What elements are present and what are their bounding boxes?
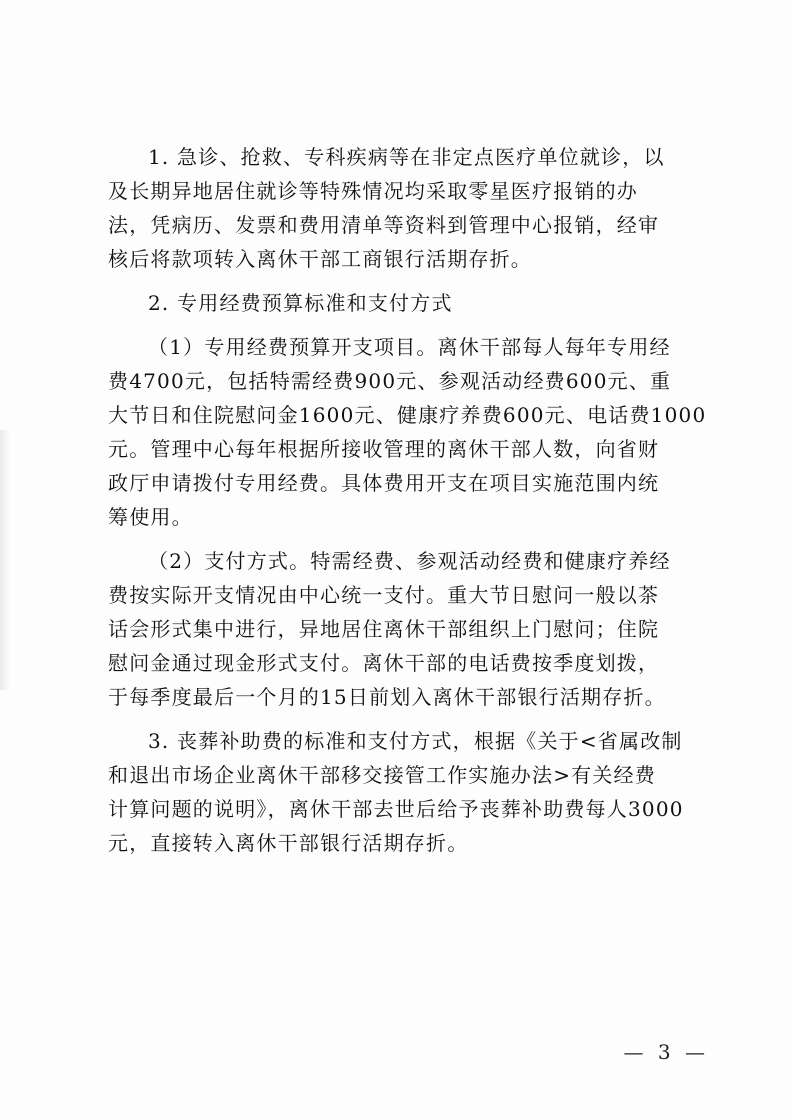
paragraph-line: 元，直接转入离休干部银行活期存折。	[108, 831, 469, 855]
paragraph-line: 法，凭病历、发票和费用清单等资料到管理中心报销，经审	[108, 213, 660, 237]
paragraph-line: 费按实际开支情况由中心统一支付。重大节日慰问一般以茶	[108, 583, 660, 607]
paragraph-line: 核后将款项转入离休干部工商银行活期存折。	[108, 247, 532, 271]
section-2-heading	[108, 286, 708, 320]
paragraph-line: 元。管理中心每年根据所接收管理的离休干部人数，向省财	[108, 437, 660, 461]
paragraph-line: 费4700元，包括特需经费900元、参观活动经费600元、重	[108, 369, 672, 393]
paragraph-line: 政厅申请拨付专用经费。具体费用开支在项目实施范围内统	[108, 471, 660, 495]
paragraph-line: 和退出市场企业离休干部移交接管工作实施办法>有关经费	[108, 763, 656, 787]
paragraph-line: 慰问金通过现金形式支付。离休干部的电话费按季度划拨，	[108, 651, 660, 675]
paragraph-1-emergency-reimbursement	[108, 140, 708, 276]
paragraph-line: 计算问题的说明》，离休干部去世后给予丧葬补助费每人3000	[108, 797, 684, 821]
paragraph-2-1-budget-items	[108, 330, 708, 534]
section-heading: 2. 专用经费预算标准和支付方式	[148, 291, 453, 315]
paragraph-line: 话会形式集中进行，异地居住离休干部组织上门慰问；住院	[108, 617, 660, 641]
paragraph-line: （1）专用经费预算开支项目。离休干部每人每年专用经	[148, 335, 671, 359]
document-body	[108, 140, 708, 870]
paragraph-line: 3. 丧葬补助费的标准和支付方式，根据《关于<省属改制	[148, 729, 683, 753]
page-number: — 3 —	[623, 1040, 709, 1064]
paragraph-3-funeral-subsidy	[108, 724, 708, 860]
paragraph-line: （2）支付方式。特需经费、参观活动经费和健康疗养经	[148, 549, 671, 573]
paragraph-line: 及长期异地居住就诊等特殊情况均采取零星医疗报销的办	[108, 179, 638, 203]
scan-edge-shadow	[0, 430, 10, 690]
paragraph-line: 1. 急诊、抢救、专科疾病等在非定点医疗单位就诊，以	[148, 145, 665, 169]
paragraph-line: 于每季度最后一个月的15日前划入离休干部银行活期存折。	[108, 685, 666, 709]
paragraph-line: 筹使用。	[108, 505, 193, 529]
paragraph-2-2-payment-method	[108, 544, 708, 714]
paragraph-line: 大节日和住院慰问金1600元、健康疗养费600元、电话费1000	[108, 403, 707, 427]
